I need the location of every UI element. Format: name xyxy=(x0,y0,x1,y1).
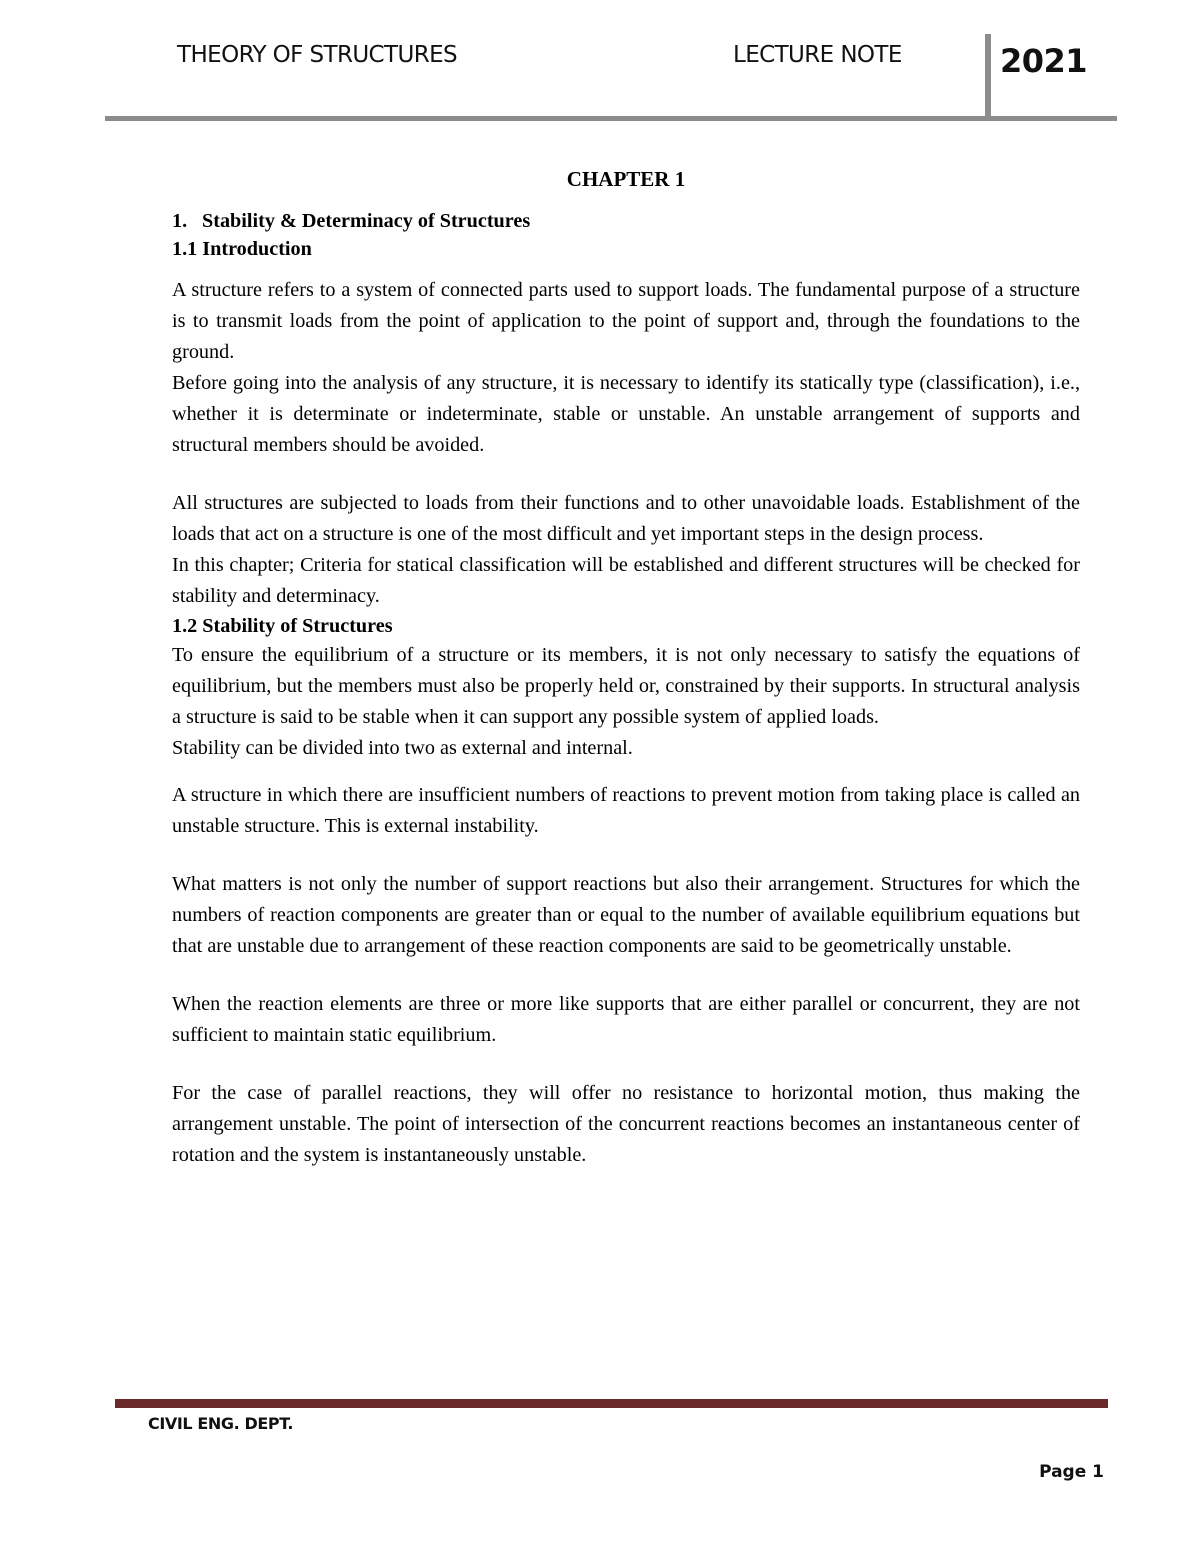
spacer xyxy=(172,263,1080,275)
header-title: THEORY OF STRUCTURES xyxy=(177,42,458,68)
spacer xyxy=(172,764,1080,780)
footer-department: CIVIL ENG. DEPT. xyxy=(148,1414,293,1433)
paragraph: A structure refers to a system of connected parts used to support loads. The fundamental purpose of a structure is to transmit loads from the point of application to the point of support and, through the foundations to the ground. xyxy=(172,279,1080,363)
header-divider xyxy=(105,116,1117,121)
section-number: 1. xyxy=(172,210,188,232)
subsection-heading-introduction: 1.1 Introduction xyxy=(172,238,312,260)
footer-divider xyxy=(115,1399,1108,1408)
header-vertical-divider xyxy=(985,34,991,118)
section-heading xyxy=(172,207,1080,235)
section-title: Stability & Determinacy of Structures xyxy=(202,210,531,232)
header-label: LECTURE NOTE xyxy=(733,42,902,68)
paragraph: For the case of parallel reactions, they will offer no resistance to horizontal motion, thus making the arrangement unstable. The point of intersection of the concurrent reactions becomes an instantaneous center of rotation and the system is instantaneously unstable. xyxy=(172,1082,1080,1166)
subsection-heading-stability: 1.2 Stability of Structures xyxy=(172,615,393,637)
paragraph: Stability can be divided into two as external and internal. xyxy=(172,737,633,759)
page-header xyxy=(0,0,1200,125)
header-year: 2021 xyxy=(1000,42,1088,80)
spacer xyxy=(172,842,1080,869)
paragraph: What matters is not only the number of support reactions but also their arrangement. Structures for which the numbers of reaction components are greater than or equal to the number of available equilibrium equations but that are unstable due to arrangement of these reaction components are said to be geometrically unstable. xyxy=(172,873,1080,957)
document-body xyxy=(172,164,1080,1171)
paragraph: Before going into the analysis of any structure, it is necessary to identify its statically type (classification), i.e., whether it is determinate or indeterminate, stable or unstable. An unstable arrangement of supports and structural members should be avoided. xyxy=(172,372,1080,456)
spacer xyxy=(172,461,1080,488)
spacer xyxy=(172,962,1080,989)
paragraph: In this chapter; Criteria for statical classification will be established and different structures will be checked for stability and determinacy. xyxy=(172,554,1080,607)
spacer xyxy=(172,1051,1080,1078)
page-number: Page 1 xyxy=(1039,1462,1104,1482)
paragraph: A structure in which there are insufficient numbers of reactions to prevent motion from taking place is called an unstable structure. This is external instability. xyxy=(172,784,1080,837)
chapter-title: CHAPTER 1 xyxy=(566,167,686,191)
paragraph: All structures are subjected to loads from their functions and to other unavoidable loads. Establishment of the loads that act on a structure is one of the most difficult and yet important steps in the design process. xyxy=(172,492,1080,545)
paragraph: To ensure the equilibrium of a structure or its members, it is not only necessary to satisfy the equations of equilibrium, but the members must also be properly held or, constrained by their supports. In structural analysis a structure is said to be stable when it can support any possible system of applied loads. xyxy=(172,644,1080,728)
paragraph: When the reaction elements are three or more like supports that are either parallel or concurrent, they are not sufficient to maintain static equilibrium. xyxy=(172,993,1080,1046)
